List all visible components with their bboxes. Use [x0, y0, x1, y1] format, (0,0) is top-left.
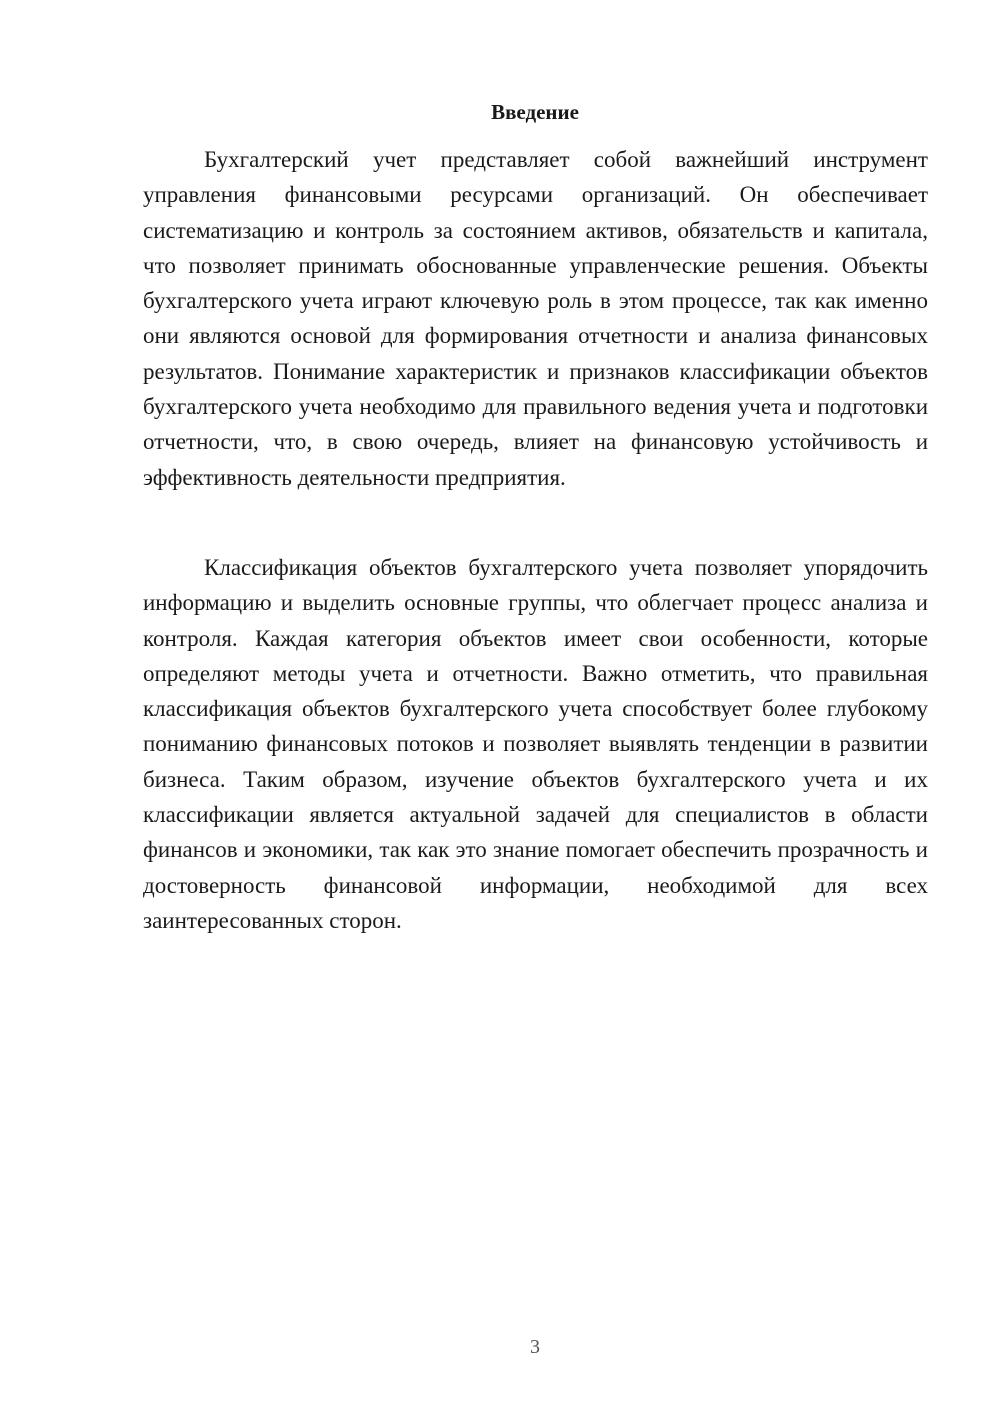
paragraph-intro: Бухгалтерский учет представляет собой важнейший инструмент управления финансовыми ресурсами организаций. Он обеспечивает систематизацию и контроль за состоянием активов, обязательств и капитала, что позволяет принимать обоснованные управленческие решения. Объекты бухгалтерского учета играют ключевую роль в этом процессе, так как именно они являются основой для формирования отчетности и анализа финансовых результатов. Понимание характеристик и признаков классификации объектов бухгалтерского учета необходимо для правильного ведения учета и подготовки отчетности, что, в свою очередь, влияет на финансовую устойчивость и эффективность деятельности предприятия. [143, 147, 928, 490]
page-number: 3 [530, 1336, 540, 1358]
paragraph-classification: Классификация объектов бухгалтерского учета позволяет упорядочить информацию и выделить основные группы, что облегчает процесс анализа и контроля. Каждая категория объектов имеет свои особенности, которые определяют методы учета и отчетности. Важно отметить, что правильная классификация объектов бухгалтерского учета способствует более глубокому пониманию финансовых потоков и позволяет выявлять тенденции в развитии бизнеса. Таким образом, изучение объектов бухгалтерского учета и их классификации является актуальной задачей для специалистов в области финансов и экономики, так как это знание помогает обеспечить прозрачность и достоверность финансовой информации, необходимой для всех заинтересованных сторон. [143, 555, 928, 933]
section-title: Введение [491, 100, 579, 124]
